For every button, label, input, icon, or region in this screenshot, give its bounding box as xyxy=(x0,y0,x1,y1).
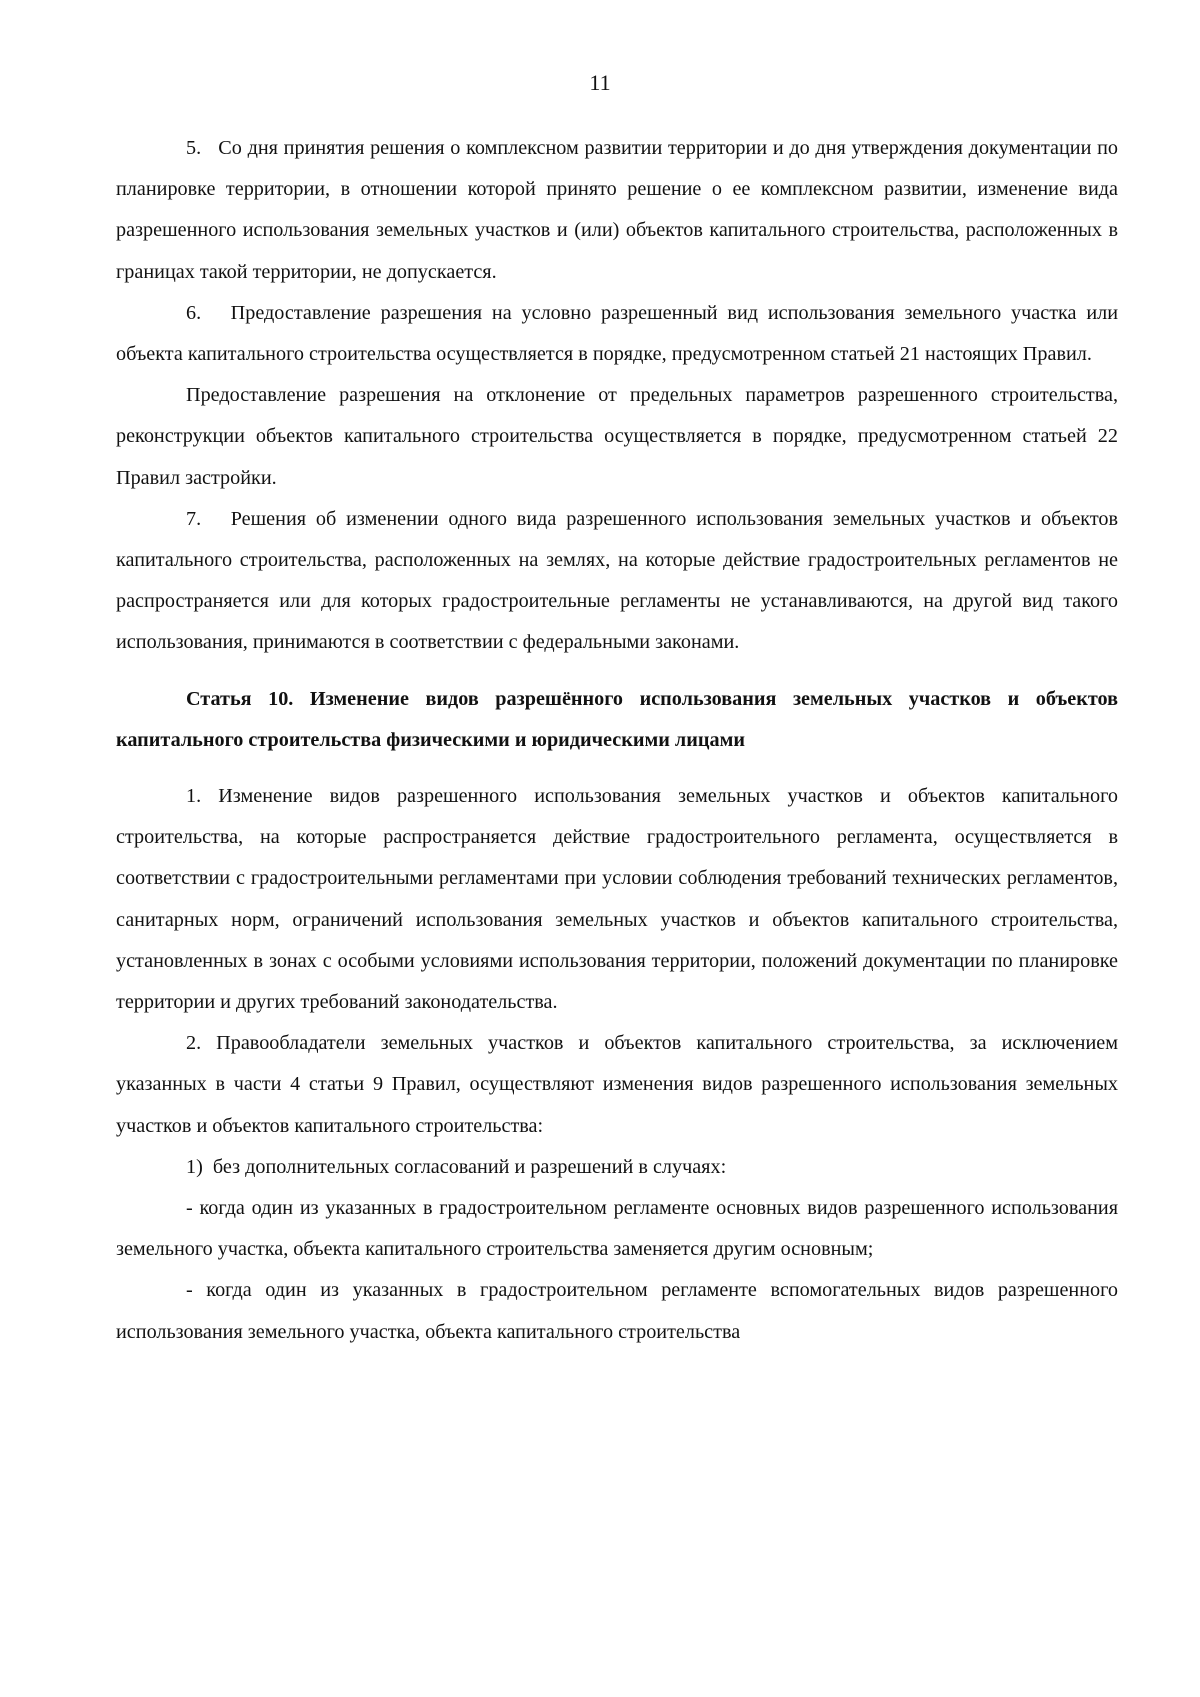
article-10-bullet-2: - когда один из указанных в градостроительном регламенте вспомогательных видов разрешенного использования земельного участка, объекта капитального строительства xyxy=(116,1279,1118,1343)
paragraph-6: 6. Предоставление разрешения на условно разрешенный вид использования земельного участка или объекта капитального строительства осуществляется в порядке, предусмотренном статьей 21 настоящих Правил. xyxy=(116,301,1118,366)
article-10-paragraph-1: 1. Изменение видов разрешенного использования земельных участков и объектов капитального строительства, на которые распространяется действие градостроительного регламента, осуществляется в соответствии с градостроительными регламентами при условии соблюдения требований технических регламентов, санитарных норм, ограничений использования земельных участков и объектов капитального строительства, установленных в зонах с особыми условиями использования территории, положений документации по планировке территории и других требований законодательства. xyxy=(116,785,1118,1014)
document-body xyxy=(116,128,1118,1353)
article-10-paragraph-2: 2. Правообладатели земельных участков и объектов капитального строительства, за исключением указанных в части 4 статьи 9 Правил, осуществляют изменения видов разрешенного использования земельных участков и объектов капитального строительства: xyxy=(116,1032,1118,1137)
article-10-bullet-1: - когда один из указанных в градостроительном регламенте основных видов разрешенного использования земельного участка, объекта капитального строительства заменяется другим основным; xyxy=(116,1197,1118,1261)
paragraph-6-continuation: Предоставление разрешения на отклонение от предельных параметров разрешенного строительства, реконструкции объектов капитального строительства осуществляется в порядке, предусмотренном статьей 22 Правил застройки. xyxy=(116,384,1118,489)
page-number: 11 xyxy=(589,70,611,95)
article-10-item-1: 1) без дополнительных согласований и разрешений в случаях: xyxy=(186,1155,727,1178)
paragraph-5: 5. Со дня принятия решения о комплексном развитии территории и до дня утверждения документации по планировке территории, в отношении которой принято решение о ее комплексном развитии, изменение вида разрешенного использования земельных участков и (или) объектов капитального строительства, расположенных в границах такой территории, не допускается. xyxy=(116,137,1118,283)
paragraph-7: 7. Решения об изменении одного вида разрешенного использования земельных участков и объектов капитального строительства, расположенных на землях, на которые действие градостроительных регламентов не распространяется или для которых градостроительные регламенты не устанавливаются, на другой вид такого использования, принимаются в соответствии с федеральными законами. xyxy=(116,507,1118,654)
article-10-heading: Статья 10. Изменение видов разрешённого использования земельных участков и объектов капитального строительства физическими и юридическими лицами xyxy=(116,687,1118,751)
